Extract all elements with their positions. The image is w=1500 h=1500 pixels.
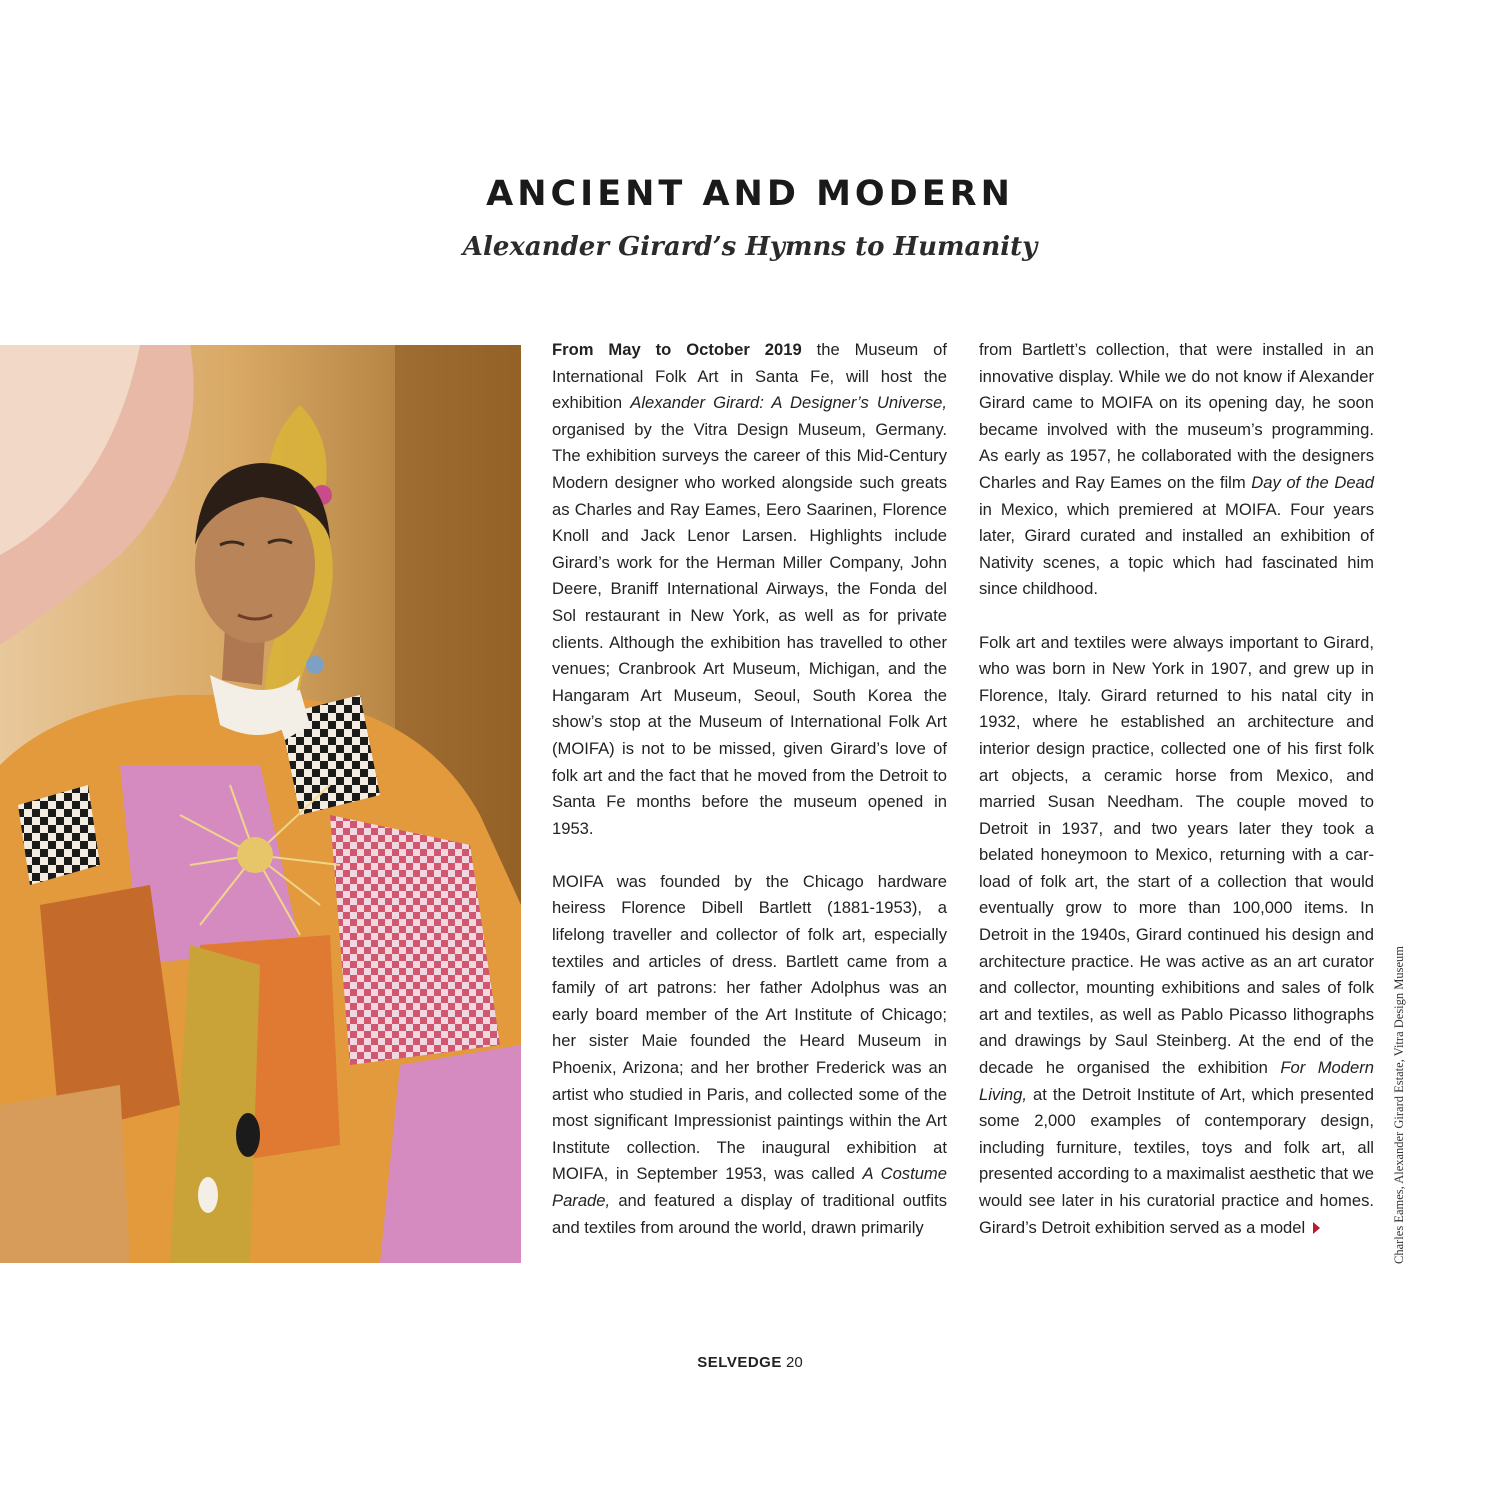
portrait-photo	[0, 345, 521, 1263]
body-column-2	[979, 337, 1374, 1268]
exhibition-title: For Modern Living,	[979, 1058, 1374, 1104]
article-subtitle: Alexander Girard’s Hymns to Humanity	[462, 232, 1038, 262]
page-footer	[0, 1354, 1500, 1371]
body-paragraph	[979, 337, 1374, 603]
body-column-1	[552, 337, 947, 1268]
body-paragraph	[979, 630, 1374, 1242]
body-paragraph	[552, 869, 947, 1241]
lead-in: From May to October 2019	[552, 340, 802, 359]
body-text: Folk art and textiles were always important to Girard, who was born in New York in 1907, and grew up in Florence, Italy. Girard returned to his natal city in 1932, where he established an architecture and interior design practice, collected one of his first folk art objects, a ceramic horse from Mexico, and married Susan Needham. The couple moved to Detroit in 1937, and two years later they took a belated honeymoon to Mexico, returning with a car-load of folk art, the start of a collection that would eventually grow to more than 100,000 items. In Detroit in the 1940s, Girard continued his design and architecture practice. He was active as an art curator and collector, mounting exhibitions and sales of folk art and textiles, as well as Pablo Picasso lithographs and drawings by Saul Steinberg. At the end of the decade he organised the exhibition	[979, 632, 1374, 1078]
body-text: in Mexico, which premiered at MOIFA. Four years later, Girard curated and installed an exhibition of Nativity scenes, a topic which had fascinated him since childhood.	[979, 499, 1374, 599]
body-text: from Bartlett’s collection, that were installed in an innovative display. While we do not know if Alexander Girard came to MOIFA on its opening day, he soon became involved with the museum’s programming. As early as 1957, he collaborated with the designers Charles and Ray Eames on the film	[979, 340, 1374, 492]
portrait-illustration	[0, 345, 521, 1263]
film-title: Day of the Dead	[1251, 472, 1375, 492]
body-text: MOIFA was founded by the Chicago hardware heiress Florence Dibell Bartlett (1881-1953), a lifelong traveller and collector of folk art, especially textiles and articles of dress. Bartlett came from a family of art patrons: her father Adolphus was an early board member of the Art Institute of Chicago; her sister Maie founded the Heard Museum in Phoenix, Arizona; and her brother Frederick was an artist who studied in Paris, and collected some of the most significant Impressionist paintings within the Art Institute collection. The inaugural exhibition at MOIFA, in September 1953, was called	[552, 871, 947, 1184]
body-text: the Museum of International Folk Art in Santa Fe, will host the exhibition	[552, 340, 947, 413]
continue-arrow-icon	[1313, 1222, 1320, 1234]
body-text: and featured a display of traditional outfits and textiles from around the world, drawn primarily	[552, 1191, 947, 1237]
body-text: organised by the Vitra Design Museum, Germany. The exhibition surveys the career of this Mid-Century Modern designer who worked alongside such greats as Charles and Ray Eames, Eero Saarinen, Florence Knoll and Jack Lenor Larsen. Highlights include Girard’s work for the Herman Miller Company, John Deere, Braniff International Airways, the Fonda del Sol restaurant in New York, as well as for private clients. Although the exhibition has travelled to other venues; Cranbrook Art Museum, Michigan, and the Hangaram Art Museum, Seoul, South Korea the show’s stop at the Museum of International Folk Art (MOIFA) is not to be missed, given Girard’s love of folk art and the fact that he moved from the Detroit to Santa Fe months before the museum opened in 1953.	[552, 419, 947, 838]
body-text: at the Detroit Institute of Art, which presented some 2,000 examples of contemporary design, including furniture, textiles, toys and folk art, all presented according to a maximalist aesthetic that we would see later in his curatorial practice and homes. Girard’s Detroit exhibition served as a model	[979, 1084, 1374, 1237]
page-number: 20	[786, 1354, 803, 1371]
body-paragraph	[552, 337, 947, 842]
exhibition-title: Alexander Girard: A Designer’s Universe,	[630, 393, 947, 413]
photo-credit: Charles Eames, Alexander Girard Estate, Vitra Design Museum	[1392, 945, 1406, 1264]
exhibition-title: A Costume Parade,	[552, 1164, 947, 1210]
magazine-name: SELVEDGE	[697, 1354, 782, 1371]
article-headline: ANCIENT AND MODERN	[486, 174, 1014, 214]
